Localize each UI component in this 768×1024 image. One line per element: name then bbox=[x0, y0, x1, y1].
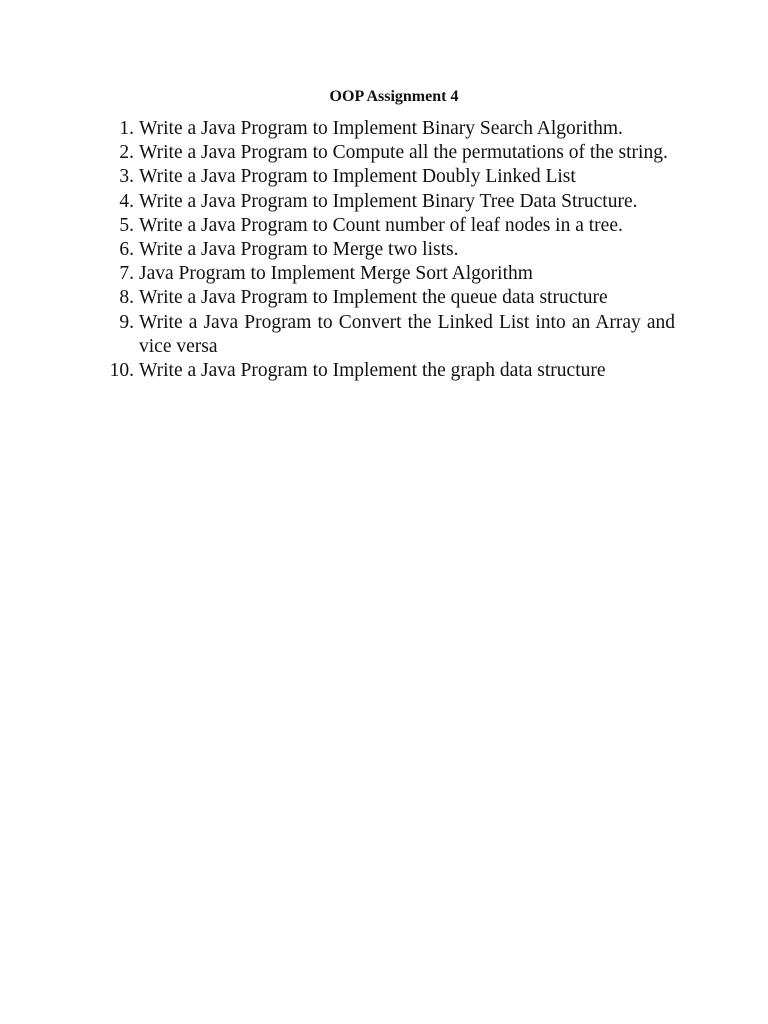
list-item-text: Write a Java Program to Implement Binary Search Algorithm. bbox=[139, 118, 623, 139]
list-item bbox=[119, 238, 675, 262]
list-item-text: Write a Java Program to Merge two lists. bbox=[139, 239, 459, 261]
list-item bbox=[109, 359, 675, 383]
list-item-text: Write a Java Program to Compute all the permutations of the string. bbox=[139, 142, 668, 164]
list-item-number: 7. bbox=[119, 263, 134, 285]
list-item-text: Write a Java Program to Implement the graph data structure bbox=[139, 360, 606, 382]
list-item bbox=[119, 190, 675, 214]
list-item-text: Write a Java Program to Implement the queue data structure bbox=[139, 287, 608, 309]
list-item-number: 9. bbox=[119, 311, 134, 333]
list-item-number: 10. bbox=[109, 360, 134, 382]
list-item-number: 2. bbox=[119, 142, 134, 164]
list-item bbox=[119, 311, 675, 359]
document-title: OOP Assignment 4 bbox=[329, 88, 459, 105]
list-item bbox=[119, 214, 675, 238]
list-item-number: 1. bbox=[119, 118, 134, 139]
list-item bbox=[119, 117, 675, 141]
list-item-text: Write a Java Program to Convert the Linked List into an Array and vice versa bbox=[139, 311, 675, 357]
list-item-number: 3. bbox=[119, 166, 134, 188]
list-item-number: 6. bbox=[119, 239, 134, 261]
list-item bbox=[119, 165, 675, 189]
list-item-text: Write a Java Program to Implement Binary Tree Data Structure. bbox=[139, 190, 638, 212]
list-item-number: 4. bbox=[119, 190, 134, 212]
list-item-number: 5. bbox=[119, 214, 134, 236]
list-item-text: Write a Java Program to Count number of leaf nodes in a tree. bbox=[139, 214, 623, 236]
assignment-list bbox=[109, 117, 675, 383]
list-item bbox=[119, 262, 675, 286]
list-item-number: 8. bbox=[119, 287, 134, 309]
list-item-text: Java Program to Implement Merge Sort Algorithm bbox=[139, 263, 533, 285]
list-item bbox=[119, 141, 675, 165]
list-item bbox=[119, 286, 675, 310]
list-item-text: Write a Java Program to Implement Doubly Linked List bbox=[139, 166, 576, 188]
